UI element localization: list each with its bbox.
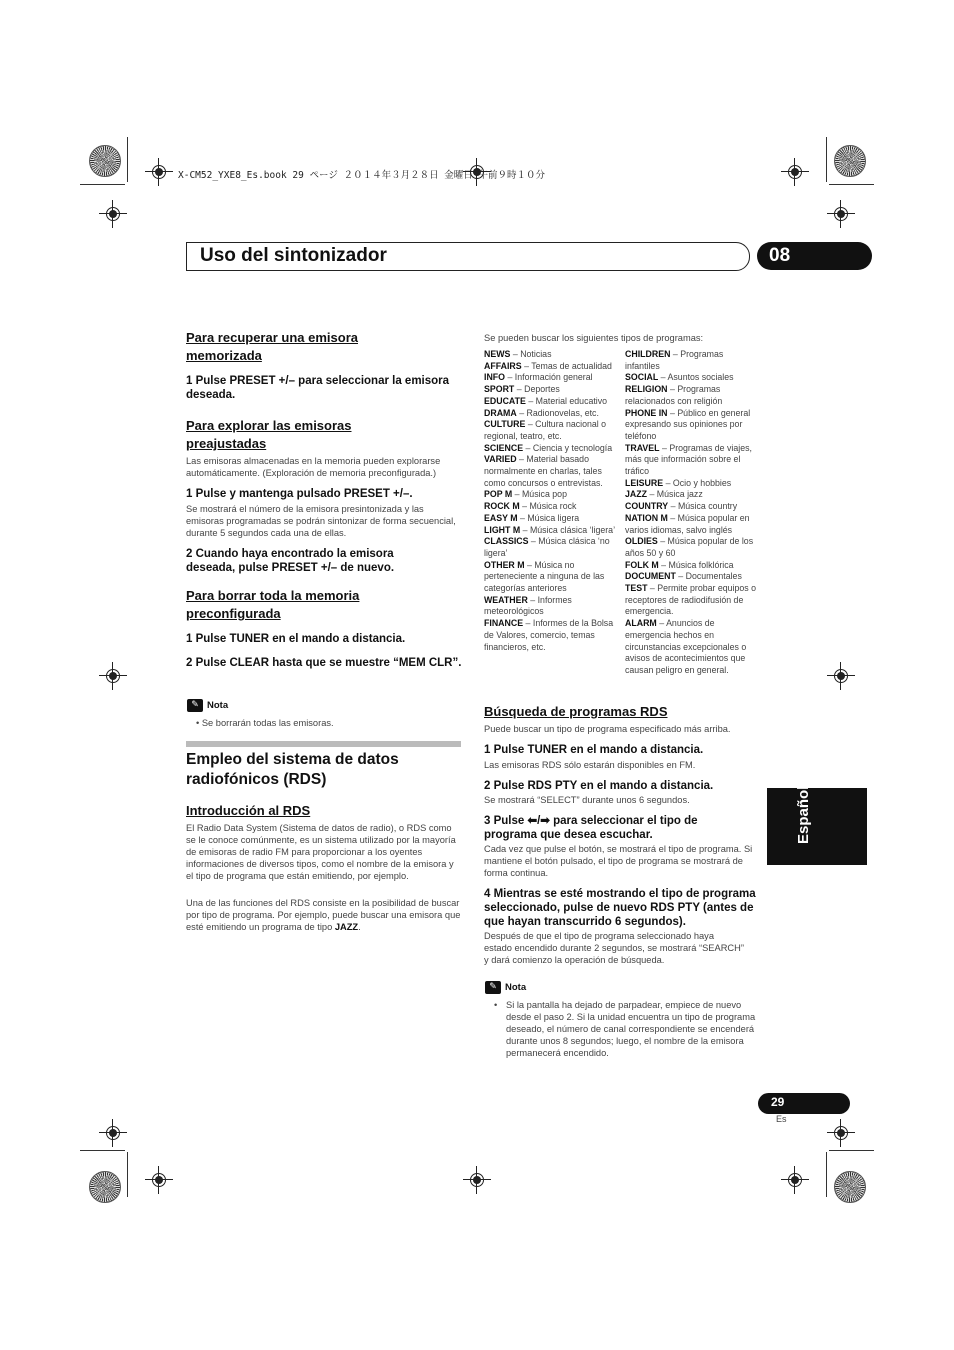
- language-tab: [767, 785, 867, 865]
- pty-item: FOLK M – Música folklórica: [625, 559, 734, 570]
- pty-code: COUNTRY: [625, 501, 669, 512]
- search-step-3-description: Cada vez que pulse el botón, se mostrará el tipo de programa. Si mantiene el botón pulsado, el tipo de programa se mostrará de forma continua.: [484, 844, 753, 878]
- pty-item: CHILDREN – Programas infantiles: [625, 349, 724, 371]
- search-step-4-description: Después de que el tipo de programa seleccionado haya estado encendido durante 2 segundos, se mostrará “SEARCH” y dará comienzo la operación de búsqueda.: [484, 931, 744, 965]
- crop-line: [80, 1150, 125, 1151]
- pty-item: PHONE IN – Público en general expresando sus opiniones por teléfono: [625, 407, 751, 441]
- registration-sun-mark-br: [834, 1171, 866, 1203]
- rds-intro-heading: Introducción al RDS: [186, 803, 311, 818]
- rds-intro-p2-text: Una de las funciones del RDS consiste en la posibilidad de buscar por tipo de programa. Por ejemplo, puede buscar una emisora que esté emitiendo un programa de tipo: [186, 898, 461, 932]
- pty-item: RELIGION – Programas relacionados con religión: [625, 384, 723, 406]
- pty-item: FINANCE – Informes de la Bolsa de Valores, comercio, temas financieros, etc.: [484, 618, 614, 652]
- rds-intro-paragraph-2: [186, 897, 462, 933]
- pty-description: Ciencia y tecnología: [532, 442, 613, 453]
- pty-code: EASY M: [484, 512, 518, 523]
- pty-code: POP M: [484, 489, 513, 500]
- pty-code: LEISURE: [625, 477, 664, 488]
- pty-description: Música folklórica: [668, 559, 734, 570]
- note-item: Si la pantalla ha dejado de parpadear, empiece de nuevo desde el paso 2. Si la unidad encuentra un tipo de programa deseado, el número de canal correspondiente se encenderá durante unos 8 segundos; luego, el nombre de la emisora permanecerá encendido.: [506, 1000, 756, 1058]
- pty-item: NATION M – Música popular en varios idiomas, salvo inglés: [625, 512, 750, 535]
- pty-description: Ocio y hobbies: [672, 477, 732, 488]
- registration-sun-mark-tl: [89, 145, 121, 177]
- pty-code: TEST: [625, 583, 648, 594]
- pty-item: VARIED – Material basado normalmente en charlas, tales como concursos o entrevistas.: [484, 454, 603, 488]
- pty-description: Radionovelas, etc.: [526, 407, 599, 418]
- pty-code: EDUCATE: [484, 395, 526, 406]
- crop-line: [826, 137, 827, 182]
- step-scan-2: 2 Cuando haya encontrado la emisora deseada, pulse PRESET +/– de nuevo.: [186, 548, 395, 574]
- pty-description: Cultura nacional o regional, teatro, etc.: [484, 419, 607, 441]
- rds-intro-jazz: JAZZ: [334, 922, 359, 932]
- pty-intro: Se pueden buscar los siguientes tipos de programas:: [484, 333, 704, 343]
- search-step-2: 2 Pulse RDS PTY en el mando a distancia.: [484, 780, 714, 792]
- pty-description: Música pop: [521, 489, 567, 500]
- pty-code: LIGHT M: [484, 524, 521, 535]
- crop-line: [80, 184, 125, 185]
- pty-code: PHONE IN: [625, 407, 668, 418]
- crosshair-mark: [463, 1166, 491, 1194]
- chapter-number-badge: [757, 242, 872, 270]
- pty-description: Permite probar equipos o receptores de radiodifusión de emergencia.: [625, 583, 757, 617]
- page-number: 29: [771, 1095, 785, 1109]
- pty-list-col1: [484, 349, 616, 653]
- pty-item: SOCIAL – Asuntos sociales: [625, 372, 734, 383]
- step-scan-1-description: Se mostrará el número de la emisora presintonizada y las emisoras programadas se podrán sintonizar de forma secuencial, durante 5 segundos cada una de ellas.: [186, 504, 456, 538]
- pty-item: OTHER M – Música no perteneciente a ninguna de las categorías anteriores: [484, 559, 605, 594]
- pty-description: Programas infantiles: [625, 349, 724, 371]
- pty-description: Música clásica ‘ligera’: [529, 524, 616, 535]
- rds-search-description: Puede buscar un tipo de programa especificado más arriba.: [484, 724, 731, 734]
- pty-item: COUNTRY – Música country: [625, 501, 738, 512]
- registration-sun-mark-bl: [89, 1171, 121, 1203]
- pty-description: Programas de viajes, más que información sobre el tráfico: [625, 442, 752, 477]
- pty-item: SCIENCE – Ciencia y tecnología: [484, 442, 613, 453]
- crosshair-mark: [827, 662, 855, 690]
- section-heading-scan: Para explorar las emisoras preajustadas: [186, 418, 352, 451]
- note-bullet: •: [494, 1000, 498, 1010]
- crop-line: [826, 1152, 827, 1197]
- pty-code: TRAVEL: [625, 442, 660, 453]
- step-scan-1: 1 Pulse y mantenga pulsado PRESET +/–.: [186, 488, 413, 500]
- pty-description: Música clásica ‘no ligera’: [484, 536, 610, 558]
- pty-description: Música rock: [529, 501, 577, 512]
- pty-list-col2: [625, 349, 757, 677]
- pty-code: SOCIAL: [625, 372, 659, 383]
- pty-code: NEWS: [484, 349, 511, 359]
- pty-code: ALARM: [625, 618, 657, 629]
- pty-code: SPORT: [484, 384, 515, 395]
- book-info-line: X-CM52_YXE8_Es.book 29 ページ ２０１４年３月２８日 金曜日 午前９時１０分: [178, 170, 546, 181]
- page-language: Es: [776, 1114, 787, 1124]
- crosshair-mark: [99, 1119, 127, 1147]
- pty-description: Programas relacionados con religión: [625, 384, 723, 406]
- search-step-3: 3 Pulse ⬅/➡ para seleccionar el tipo de programa que desea escuchar.: [484, 815, 698, 841]
- pty-item: ALARM – Anuncios de emergencia hechos en circunstancias excepcionales o avisos de acontecimientos que causan peligro en general.: [625, 618, 747, 675]
- crosshair-mark: [99, 662, 127, 690]
- chapter-title: Uso del sintonizador: [200, 245, 387, 266]
- pty-item: WEATHER – Informes meteorológicos: [484, 594, 572, 617]
- pty-item: POP M – Música pop: [484, 489, 567, 500]
- pty-description: Material basado normalmente en charlas, tales como concursos o entrevistas.: [484, 454, 603, 488]
- note-icon: ✎: [187, 699, 203, 712]
- pty-description: Temas de actualidad: [531, 360, 612, 371]
- language-tab-label: Español: [795, 785, 812, 844]
- pty-item: SPORT – Deportes: [484, 384, 560, 395]
- pty-description: Música no perteneciente a ninguna de las categorías anteriores: [484, 559, 605, 594]
- pty-item: TRAVEL – Programas de viajes, más que información sobre el tráfico: [625, 442, 752, 477]
- pty-item: AFFAIRS – Temas de actualidad: [484, 360, 612, 371]
- pty-description: Informes de la Bolsa de Valores, comercio, temas financieros, etc.: [484, 618, 614, 652]
- pty-code: NATION M: [625, 512, 668, 523]
- pty-description: Música ligera: [527, 512, 580, 523]
- pty-description: Material educativo: [535, 395, 608, 406]
- search-step-1-description: Las emisoras RDS sólo estarán disponibles en FM.: [484, 760, 696, 770]
- pty-code: CULTURE: [484, 419, 526, 430]
- pty-item: LIGHT M – Música clásica ‘ligera’: [484, 524, 616, 535]
- crosshair-mark: [781, 1166, 809, 1194]
- pty-description: Anuncios de emergencia hechos en circunstancias excepcionales o avisos de acontecimientos que causan peligro en general.: [625, 618, 747, 675]
- pty-description: Música country: [677, 501, 738, 512]
- pty-description: Documentales: [685, 571, 742, 582]
- pty-description: Público en general expresando sus opiniones por teléfono: [625, 407, 751, 441]
- crosshair-mark: [99, 200, 127, 228]
- pty-code: VARIED: [484, 454, 517, 465]
- pty-item: DRAMA – Radionovelas, etc.: [484, 407, 599, 418]
- pty-description: Música popular en varios idiomas, salvo inglés: [625, 512, 750, 535]
- note-label: Nota: [207, 700, 229, 711]
- crosshair-mark: [781, 158, 809, 186]
- pty-code: CHILDREN: [625, 349, 671, 359]
- pty-code: FINANCE: [484, 618, 524, 629]
- section-heading-recall: Para recuperar una emisora memorizada: [186, 330, 358, 363]
- crosshair-mark: [827, 1119, 855, 1147]
- pty-item: OLDIES – Música popular de los años 50 y 60: [625, 536, 754, 558]
- scan-description: Las emisoras almacenadas en la memoria pueden explorarse automáticamente. (Exploración de memoria preconfigurada.): [186, 456, 441, 478]
- search-step-1: 1 Pulse TUNER en el mando a distancia.: [484, 744, 704, 756]
- pty-code: INFO: [484, 372, 506, 383]
- step-recall-1: 1 Pulse PRESET +/– para seleccionar la emisora deseada.: [186, 375, 450, 401]
- pty-description: Noticias: [520, 349, 552, 359]
- crop-line: [829, 184, 874, 185]
- pty-code: OLDIES: [625, 536, 658, 547]
- rds-search-heading: Búsqueda de programas RDS: [484, 704, 668, 719]
- pty-code: RELIGION: [625, 384, 668, 395]
- pty-code: WEATHER: [484, 594, 528, 605]
- pty-item: EDUCATE – Material educativo: [484, 395, 608, 406]
- pty-item: NEWS – Noticias: [484, 349, 552, 359]
- pty-code: SCIENCE: [484, 442, 524, 453]
- crop-line: [127, 1152, 128, 1197]
- pty-code: DRAMA: [484, 407, 517, 418]
- pty-code: CLASSICS: [484, 536, 529, 547]
- pty-description: Deportes: [524, 384, 560, 395]
- pty-item: CLASSICS – Música clásica ‘no ligera’: [484, 536, 610, 558]
- pty-code: ROCK M: [484, 501, 520, 512]
- crosshair-mark: [827, 200, 855, 228]
- registration-sun-mark-tr: [834, 145, 866, 177]
- rds-intro-p2-end: .: [358, 922, 361, 932]
- crosshair-mark: [145, 158, 173, 186]
- pty-description: Música jazz: [656, 489, 703, 500]
- pty-description: Información general: [514, 372, 593, 383]
- rds-intro-paragraph-1: El Radio Data System (Sistema de datos de radio), o RDS como se le conoce comúnmente, es un sistema utilizado por la mayoría de emisoras de radio FM para proporcionar a los oyentes informaciones de diversos tipos, como el nombre de la emisora y el tipo de programa que están emitiendo, por ejemplo.: [186, 823, 456, 881]
- pty-description: Informes meteorológicos: [484, 594, 572, 617]
- pty-item: TEST – Permite probar equipos o receptores de radiodifusión de emergencia.: [625, 583, 757, 617]
- step-clear-2: 2 Pulse CLEAR hasta que se muestre “MEM CLR”.: [186, 657, 462, 669]
- pty-code: FOLK M: [625, 559, 659, 570]
- pty-code: DOCUMENT: [625, 571, 676, 582]
- pty-item: DOCUMENT – Documentales: [625, 571, 742, 582]
- step-clear-1: 1 Pulse TUNER en el mando a distancia.: [186, 633, 406, 645]
- pty-item: JAZZ – Música jazz: [625, 489, 703, 500]
- crosshair-mark: [145, 1166, 173, 1194]
- pty-item: CULTURE – Cultura nacional o regional, teatro, etc.: [484, 419, 607, 441]
- pty-item: INFO – Información general: [484, 372, 593, 383]
- crop-line: [829, 1150, 874, 1151]
- chapter-number: 08: [769, 245, 791, 266]
- pty-item: ROCK M – Música rock: [484, 501, 577, 512]
- pty-description: Música popular de los años 50 y 60: [625, 536, 754, 558]
- search-step-2-description: Se mostrará “SELECT” durante unos 6 segundos.: [484, 795, 690, 805]
- section-divider: [186, 741, 461, 747]
- pty-item: EASY M – Música ligera: [484, 512, 580, 523]
- pty-code: JAZZ: [625, 489, 647, 500]
- note-label: Nota: [505, 982, 527, 993]
- rds-section-title: Empleo del sistema de datos radiofónicos (RDS): [186, 751, 399, 788]
- pty-code: AFFAIRS: [484, 360, 522, 371]
- pty-code: OTHER M: [484, 559, 525, 570]
- crop-line: [127, 137, 128, 182]
- note-icon: ✎: [485, 981, 501, 994]
- note-item: • Se borrarán todas las emisoras.: [196, 718, 334, 728]
- pty-item: LEISURE – Ocio y hobbies: [625, 477, 732, 488]
- search-step-4: 4 Mientras se esté mostrando el tipo de programa seleccionado, pulse de nuevo RDS PTY (antes de que hayan transcurrido 6 segundos).: [484, 888, 756, 928]
- pty-description: Asuntos sociales: [667, 372, 734, 383]
- section-heading-clear: Para borrar toda la memoria preconfigurada: [186, 588, 360, 621]
